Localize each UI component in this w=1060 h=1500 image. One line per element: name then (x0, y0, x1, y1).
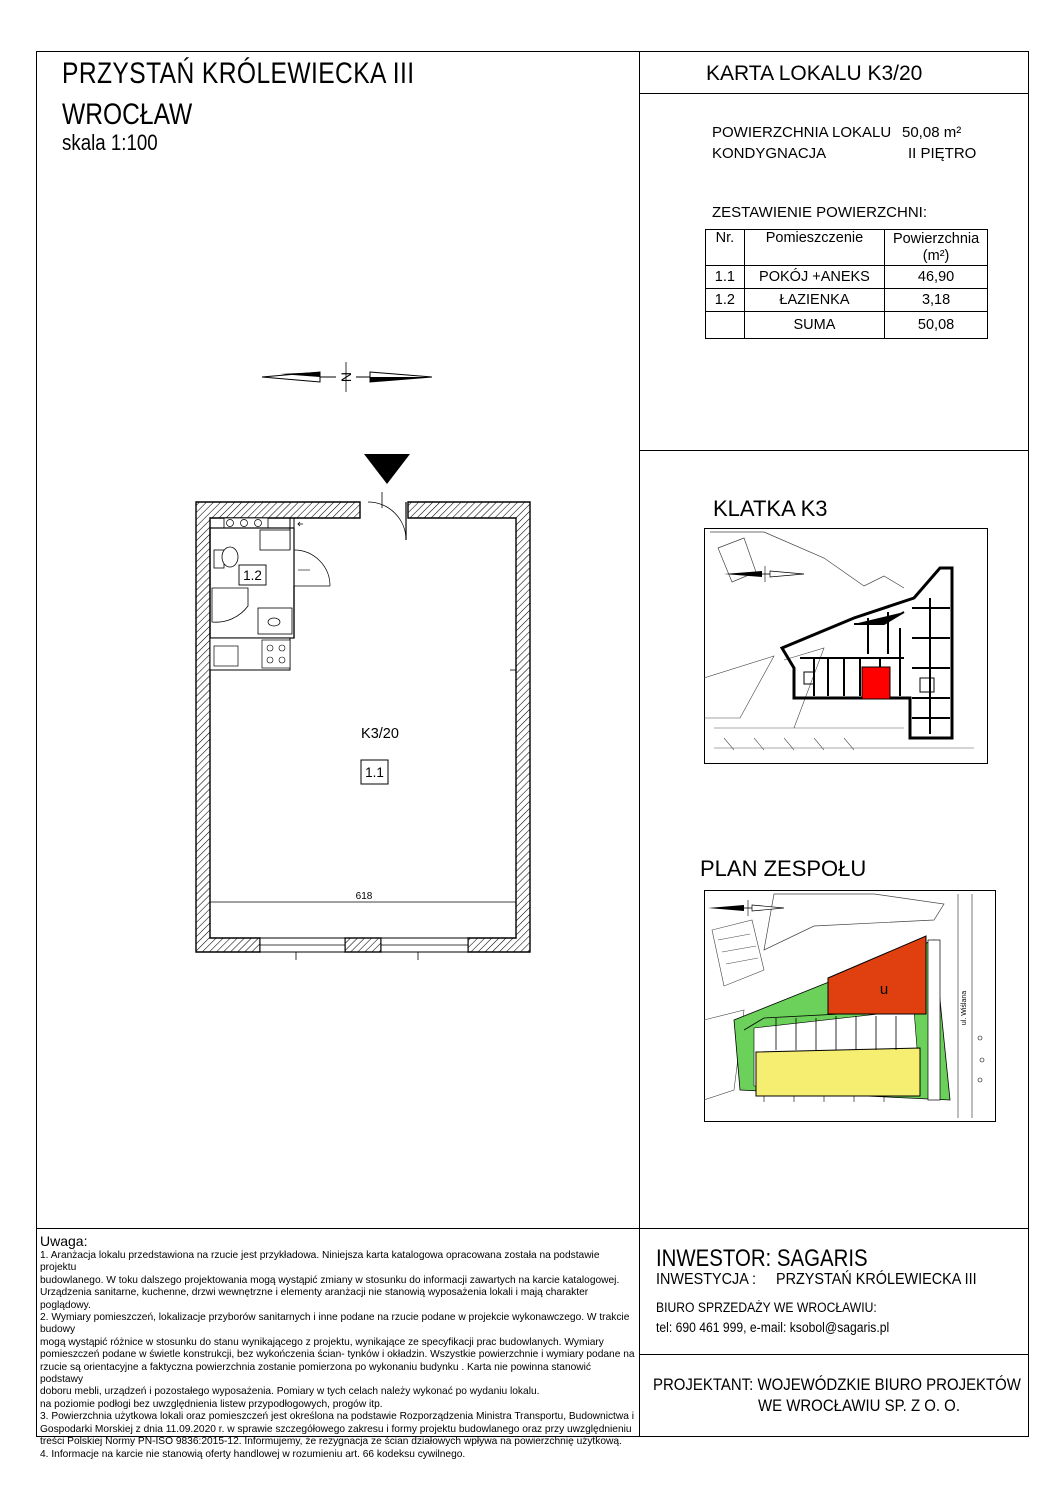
notes-line: mogą wystąpić różnice w stosunku do stanu wynikającego z projektu, wynikające ze specyfikacji prac budowlanych. Wymiary (40, 1336, 604, 1348)
investment-label: INWESTYCJA : (656, 1271, 757, 1288)
notes-line: 1. Aranżacja lokalu przedstawiona na rzucie jest przykładowa. Niniejsza karta katalogowa opracowana została na podstawie projektu (40, 1250, 600, 1274)
notes-line: 3. Powierzchnia użytkowa lokali oraz pomieszczeń jest określona na podstawie Rozporządzenia Ministra Transportu, Budownictwa i (40, 1411, 634, 1423)
north-letter: N (338, 371, 354, 383)
header-area (885, 230, 988, 266)
site-plan (704, 890, 996, 1122)
contact-info: tel: 690 461 999, e-mail: ksobol@sagaris.pl (656, 1320, 890, 1335)
notes-line: Gospodarki Morskiej z dnia 11.09.2020 r. w sprawie szczegółowego zakresu i formy projektu budowlanego oraz przy uwzględnieniu (40, 1423, 632, 1435)
notes-line: rzucie są orientacyjne a faktyczna powierzchnia zostanie pomierzona po wykonaniu budynku . Karta nie powinna stanowić podstawy (40, 1361, 592, 1386)
header-area-label: Powierzchnia (892, 231, 980, 247)
card-title-divider (639, 93, 1029, 94)
unit-label: K3/20 (361, 726, 399, 742)
rooms-table-caption: ZESTAWIENIE POWIERZCHNI: (712, 204, 928, 221)
street-label: ul. Wiślana (961, 990, 968, 1026)
sales-office-label: BIURO SPRZEDAŻY WE WROCŁAWIU: (656, 1300, 877, 1315)
notes-line: 2. Wymiary pomieszczeń, lokalizacje przyborów sanitarnych i inne podane na rzucie podane w projekcie wykonawczego. W trakcie budowy (40, 1312, 630, 1336)
table-sum-row (706, 312, 988, 339)
designer-line-2: WE WROCŁAWIU SP. Z O. O. (758, 1396, 960, 1415)
north-arrow (258, 360, 438, 392)
building-u-label: u (879, 981, 889, 998)
row-nr: 1.1 (706, 266, 745, 289)
sum-value: 50,08 (885, 312, 988, 339)
room-1-1-label: 1.1 (365, 765, 384, 780)
dimension-label: 618 (355, 891, 373, 902)
entrance-marker-icon (362, 452, 412, 486)
header-room: Pomieszczenie (744, 230, 884, 266)
row-area: 3,18 (885, 289, 988, 312)
sum-label: SUMA (744, 312, 884, 339)
investment-value: PRZYSTAŃ KRÓLEWIECKA III (776, 1271, 977, 1288)
project-title: PRZYSTAŃ KRÓLEWIECKA III (62, 57, 415, 90)
notes-line: doboru mebli, urządzeń i pozostałego wyposażenia. Pomiary w tych celach należy wykonać po wydaniu lokalu. (40, 1386, 540, 1398)
row-room: POKÓJ +ANEKS (744, 266, 884, 289)
table-row (706, 266, 988, 289)
row-room: ŁAZIENKA (744, 289, 884, 312)
notes-line: pomieszczeń podane w świetle konstrukcji, bez wykończenia ścian- tynków i okładzin. Wszystkie powierzchnie i wymiary podane na (40, 1349, 635, 1361)
notes-line: na poziomie podłogi bez uwzględnienia listew przypodłogowych, progów itp. (40, 1398, 383, 1410)
area-label: POWIERZCHNIA LOKALU (712, 124, 892, 141)
klatka-site-map (704, 528, 988, 764)
plan-zespolu-title: PLAN ZESPOŁU (700, 856, 867, 881)
notes-line: 4. Informacje na karcie nie stanowią oferty handlowej w rozumieniu art. 66 kodeksu cywilnego. (40, 1448, 466, 1460)
plan-scale: skala 1:100 (62, 130, 158, 155)
designer-divider (639, 1354, 1029, 1355)
floor-value: II PIĘTRO (908, 145, 977, 162)
rooms-table (705, 229, 988, 339)
building-other (756, 1048, 920, 1096)
row-area: 46,90 (885, 266, 988, 289)
floor-plan (190, 490, 540, 965)
column-divider (639, 51, 640, 1437)
notes-divider (36, 1228, 1029, 1229)
card-title: KARTA LOKALU K3/20 (706, 62, 923, 85)
notes-body (40, 1250, 636, 1461)
table-header-row (706, 230, 988, 266)
info-divider (639, 450, 1029, 451)
sum-empty (706, 312, 745, 339)
highlighted-unit (862, 667, 890, 699)
floor-label: KONDYGNACJA (712, 145, 827, 162)
notes-line: budowlanego. W toku dalszego projektowania mogą wystąpić zmiany w stosunku do informacji zawartych na karcie katalogowej. (40, 1274, 620, 1286)
area-value: 50,08 m² (902, 124, 962, 141)
designer-line-1: PROJEKTANT: WOJEWÓDZKIE BIURO PROJEKTÓW (653, 1375, 1021, 1394)
notes-line: treści Polskiej Normy PN-ISO 9836:2015-12. Informujemy, że rezygnacja ze ścian działowych wpływa na powierzchnię użytkową. (40, 1436, 622, 1448)
city-name: WROCŁAW (62, 98, 193, 131)
notes-line: Urządzenia sanitarne, kuchenne, drzwi wewnętrzne i elementy aranżacji nie stanowią wyposażenia lokali i mają charakter poglądowy. (40, 1287, 589, 1311)
notes-heading: Uwaga: (40, 1233, 88, 1249)
klatka-title: KLATKA K3 (713, 496, 828, 521)
row-nr: 1.2 (706, 289, 745, 312)
room-1-2-label: 1.2 (243, 568, 262, 583)
table-row (706, 289, 988, 312)
header-nr: Nr. (706, 230, 745, 266)
investor-line: INWESTOR: SAGARIS (656, 1245, 868, 1272)
header-area-unit: (m²) (922, 248, 950, 264)
